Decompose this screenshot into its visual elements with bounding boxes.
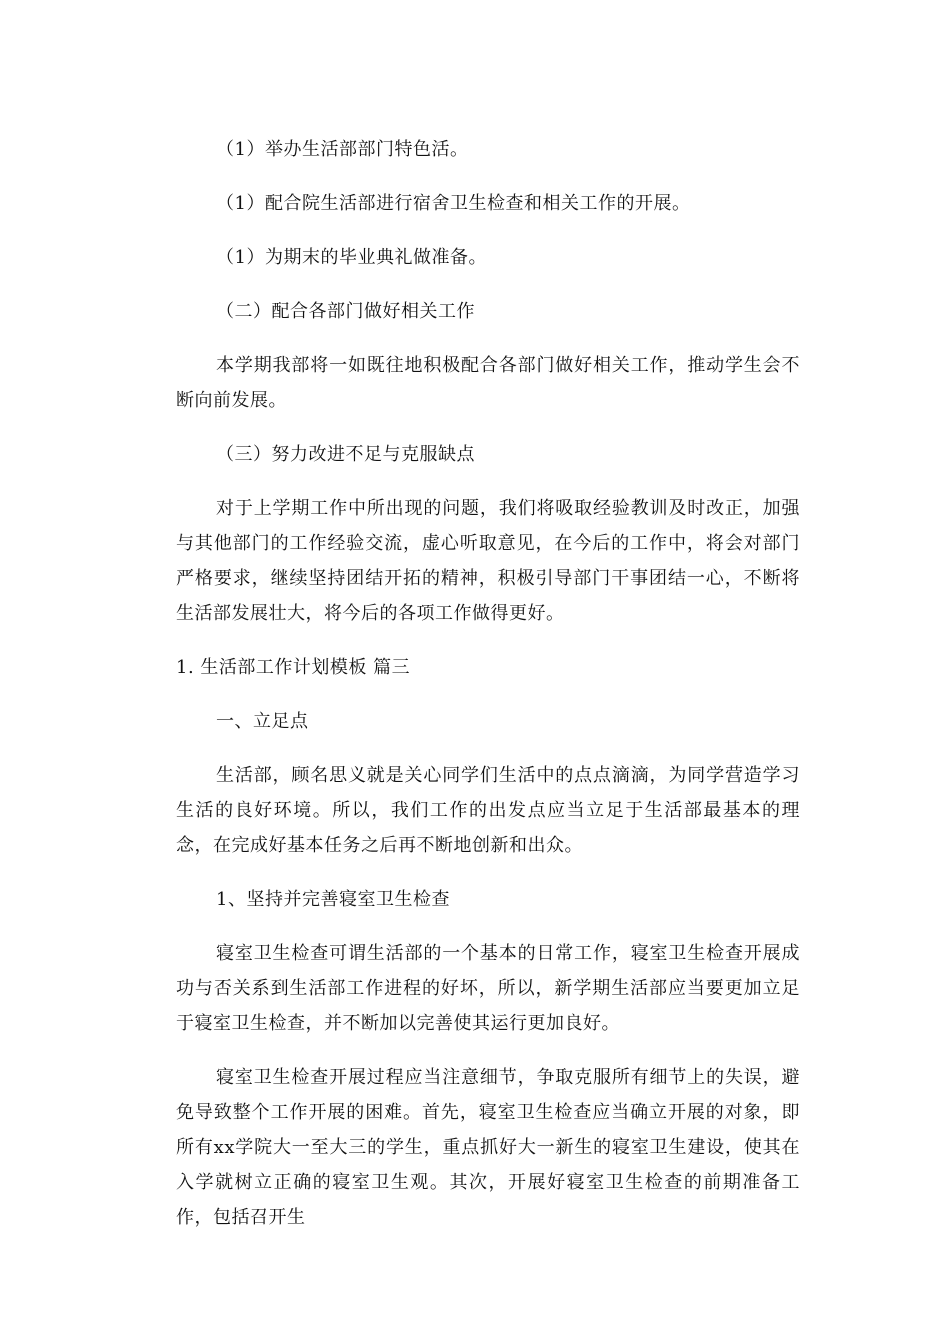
subheading-dorm-inspection: 1、坚持并完善寝室卫生检查	[216, 889, 450, 910]
section-heading-cooperate: （二）配合各部门做好相关工作	[216, 301, 475, 322]
section-heading-foothold: 一、立足点	[216, 711, 309, 732]
paragraph-cooperate: 本学期我部将一如既往地积极配合各部门做好相关工作，推动学生会不断向前发展。	[176, 355, 800, 411]
paragraph-inspection-details: 寝室卫生检查开展过程应当注意细节，争取克服所有细节上的失误，避免导致整个工作开展的困难。首先，寝室卫生检查应当确立开展的对象，即所有xx学院大一至大三的学生，重点抓好大一新生的寝室卫生建设，使其在入学就树立正确的寝室卫生观。其次，开展好寝室卫生检查的前期准备工作，包括召开生	[176, 1067, 800, 1228]
paragraph-foothold: 生活部，顾名思义就是关心同学们生活中的点点滴滴，为同学营造学习生活的良好环境。所以，我们工作的出发点应当立足于生活部最基本的理念，在完成好基本任务之后再不断地创新和出众。	[176, 765, 800, 856]
list-item-graduation: （1）为期末的毕业典礼做准备。	[216, 247, 487, 268]
list-item-special-activity: （1）举办生活部部门特色活。	[216, 139, 469, 160]
plan-title-part-three: 1. 生活部工作计划模板 篇三	[176, 657, 411, 678]
paragraph-improve: 对于上学期工作中所出现的问题，我们将吸取经验教训及时改正，加强与其他部门的工作经验交流，虚心听取意见，在今后的工作中，将会对部门严格要求，继续坚持团结开拓的精神，积极引导部门干事团结一心，不断将生活部发展壮大，将今后的各项工作做得更好。	[176, 498, 800, 624]
document-body	[176, 132, 800, 1235]
paragraph-dorm-inspection: 寝室卫生检查可谓生活部的一个基本的日常工作，寝室卫生检查开展成功与否关系到生活部工作进程的好坏，所以，新学期生活部应当要更加立足于寝室卫生检查，并不断加以完善使其运行更加良好。	[176, 943, 800, 1034]
section-heading-improve: （三）努力改进不足与克服缺点	[216, 444, 475, 465]
list-item-dorm-inspection: （1）配合院生活部进行宿舍卫生检查和相关工作的开展。	[216, 193, 691, 214]
